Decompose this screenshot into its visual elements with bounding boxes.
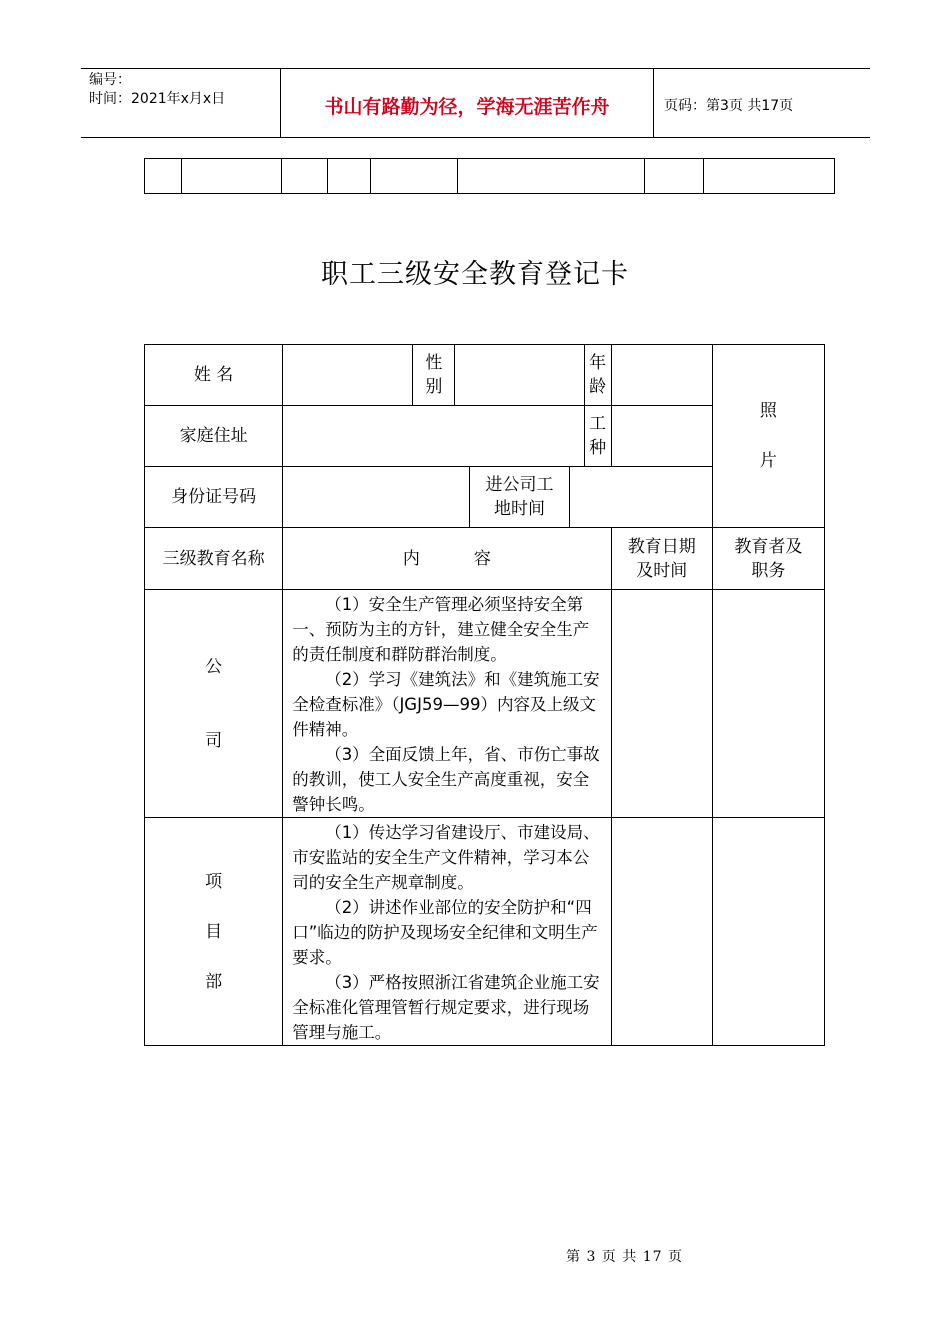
- photo-label-1: 照: [759, 401, 777, 421]
- project-item: （3）严格按照浙江省建筑企业施工安全标准化管理管暂行规定要求，进行现场管理与施工。: [292, 973, 600, 1042]
- page-header: [81, 68, 870, 138]
- strip-cell: [704, 159, 835, 194]
- project-item: （1）传达学习省建设厅、市建设局、市安监站的安全生产文件精神，学习本公司的安全生产规章制度。: [292, 823, 600, 892]
- join-time-label: 进公司工 地时间: [470, 467, 569, 528]
- project-level-char: 项: [205, 871, 223, 892]
- company-item: （3）全面反馈上年，省、市伤亡事故的教训，使工人安全生产高度重视，安全警钟长鸣。: [292, 745, 600, 814]
- strip-cell: [282, 159, 328, 194]
- header-page-info: 页码：第3页 共17页: [664, 98, 794, 114]
- project-educator-value[interactable]: [712, 818, 824, 1046]
- company-content: [283, 590, 611, 818]
- gender-value[interactable]: [455, 345, 584, 406]
- strip-cell: [645, 159, 704, 194]
- company-level-char: 公: [205, 656, 223, 677]
- empty-strip-table: [144, 158, 835, 194]
- id-value[interactable]: [283, 467, 470, 528]
- registration-form: [144, 344, 825, 1046]
- project-level-char: 目: [205, 921, 223, 942]
- company-item: （2）学习《建筑法》和《建筑施工安全检查标准》（JGJ59—99）内容及上级文件精神。: [292, 670, 600, 739]
- photo-box[interactable]: [712, 345, 824, 528]
- company-level-cell: [145, 590, 283, 818]
- strip-cell: [145, 159, 182, 194]
- project-content: [283, 818, 611, 1046]
- col-level-header: 三级教育名称: [145, 528, 283, 590]
- document-title: 职工三级安全教育登记卡: [321, 259, 629, 290]
- company-item: （1）安全生产管理必须坚持安全第一、预防为主的方针，建立健全安全生产的责任制度和群防群治制度。: [292, 595, 590, 664]
- number-label: 编号：: [89, 72, 131, 88]
- job-type-label: 工 种: [584, 406, 611, 467]
- project-level-char: 部: [205, 971, 223, 992]
- photo-label-2: 片: [759, 451, 777, 471]
- col-educator-header: 教育者及 职务: [712, 528, 824, 590]
- col-content-header: 内 容: [283, 528, 611, 590]
- job-type-value[interactable]: [611, 406, 712, 467]
- company-educator-value[interactable]: [712, 590, 824, 818]
- name-value[interactable]: [283, 345, 413, 406]
- strip-cell: [182, 159, 282, 194]
- age-value[interactable]: [611, 345, 712, 406]
- project-level-cell: [145, 818, 283, 1046]
- strip-cell: [458, 159, 645, 194]
- header-meta: [81, 69, 281, 137]
- company-date-value[interactable]: [611, 590, 712, 818]
- header-motto: 书山有路勤为径，学海无涯苦作舟: [281, 69, 654, 137]
- id-label: 身份证号码: [145, 467, 283, 528]
- name-label: 姓 名: [145, 345, 283, 406]
- company-level-char: 司: [205, 730, 223, 751]
- gender-label: 性 别: [413, 345, 455, 406]
- address-label: 家庭住址: [145, 406, 283, 467]
- project-date-value[interactable]: [611, 818, 712, 1046]
- page-footer: 第 3 页 共 17 页: [566, 1249, 683, 1265]
- address-value[interactable]: [283, 406, 584, 467]
- project-item: （2）讲述作业部位的安全防护和“四口”临边的防护及现场安全纪律和文明生产要求。: [292, 898, 598, 967]
- join-time-value[interactable]: [569, 467, 712, 528]
- strip-cell: [371, 159, 458, 194]
- time-label: 时间：2021年x月x日: [89, 91, 226, 107]
- strip-cell: [328, 159, 371, 194]
- col-date-header: 教育日期 及时间: [611, 528, 712, 590]
- age-label: 年 龄: [584, 345, 611, 406]
